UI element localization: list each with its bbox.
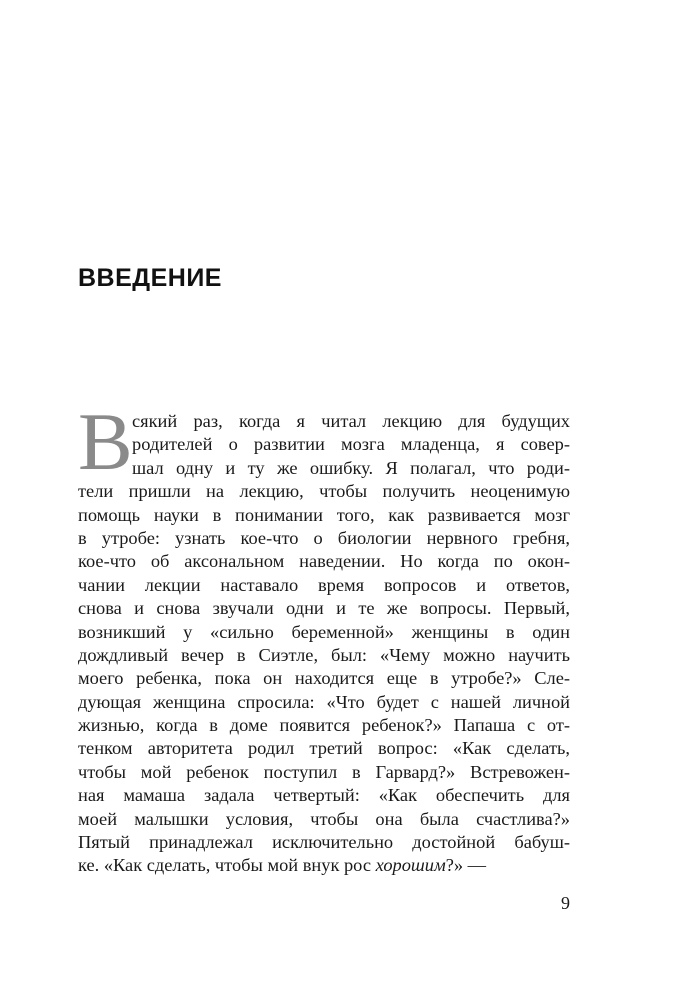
italic-word: хорошим [375,855,446,876]
text-line: ная мамаша задала четвертый: «Как обеспечить для [78,785,570,806]
text-line: дождливый вечер в Сиэтле, был: «Чему можно научить [78,644,570,665]
text-line: сякий раз, когда я читал лекцию для будущих [132,411,570,431]
text-run: ке. «Как сделать, чтобы мой внук рос [78,855,376,876]
text-line: помощь науки в понимании того, как развивается мозг [78,504,570,525]
text-line: чтобы мой ребенок поступил в Гарвард?» Встревожен- [78,761,570,782]
text-line: Пятый принадлежал исключительно достойной бабуш- [78,832,570,853]
text-line-last [78,854,570,877]
page-number: 9 [561,893,570,913]
text-line: шал одну и ту же ошибку. Я полагал, что роди- [132,457,570,478]
text-line: чании лекции наставало время вопросов и ответов, [78,574,570,595]
text-line: моего ребенка, пока он находится еще в утробе?» Сле- [78,668,570,689]
text-line: родителей о развитии мозга младенца, я совер- [132,434,570,455]
body-paragraph [78,410,570,878]
text-run: ?» — [445,855,487,876]
text-line: жизнью, когда в доме появится ребенок?» Папаша с от- [78,715,570,736]
drop-cap: В [78,396,133,487]
text-line: в утробе: узнать кое-что о биологии нервного гребня, [78,527,570,548]
text-line: моей малышки условия, чтобы она была счастлива?» [78,808,570,829]
text-line: тели пришли на лекцию, чтобы получить неоценимую [78,481,570,502]
text-line: кое-что об аксональном наведении. Но когда по окон- [78,551,570,572]
chapter-heading: ВВЕДЕНИЕ [78,264,222,292]
text-line: дующая женщина спросила: «Что будет с нашей личной [78,691,570,712]
text-line: тенком авторитета родил третий вопрос: «Как сделать, [78,738,570,759]
text-line: возникший у «сильно беременной» женщины в один [78,621,570,642]
text-line: снова и снова звучали одни и те же вопросы. Первый, [78,598,570,619]
